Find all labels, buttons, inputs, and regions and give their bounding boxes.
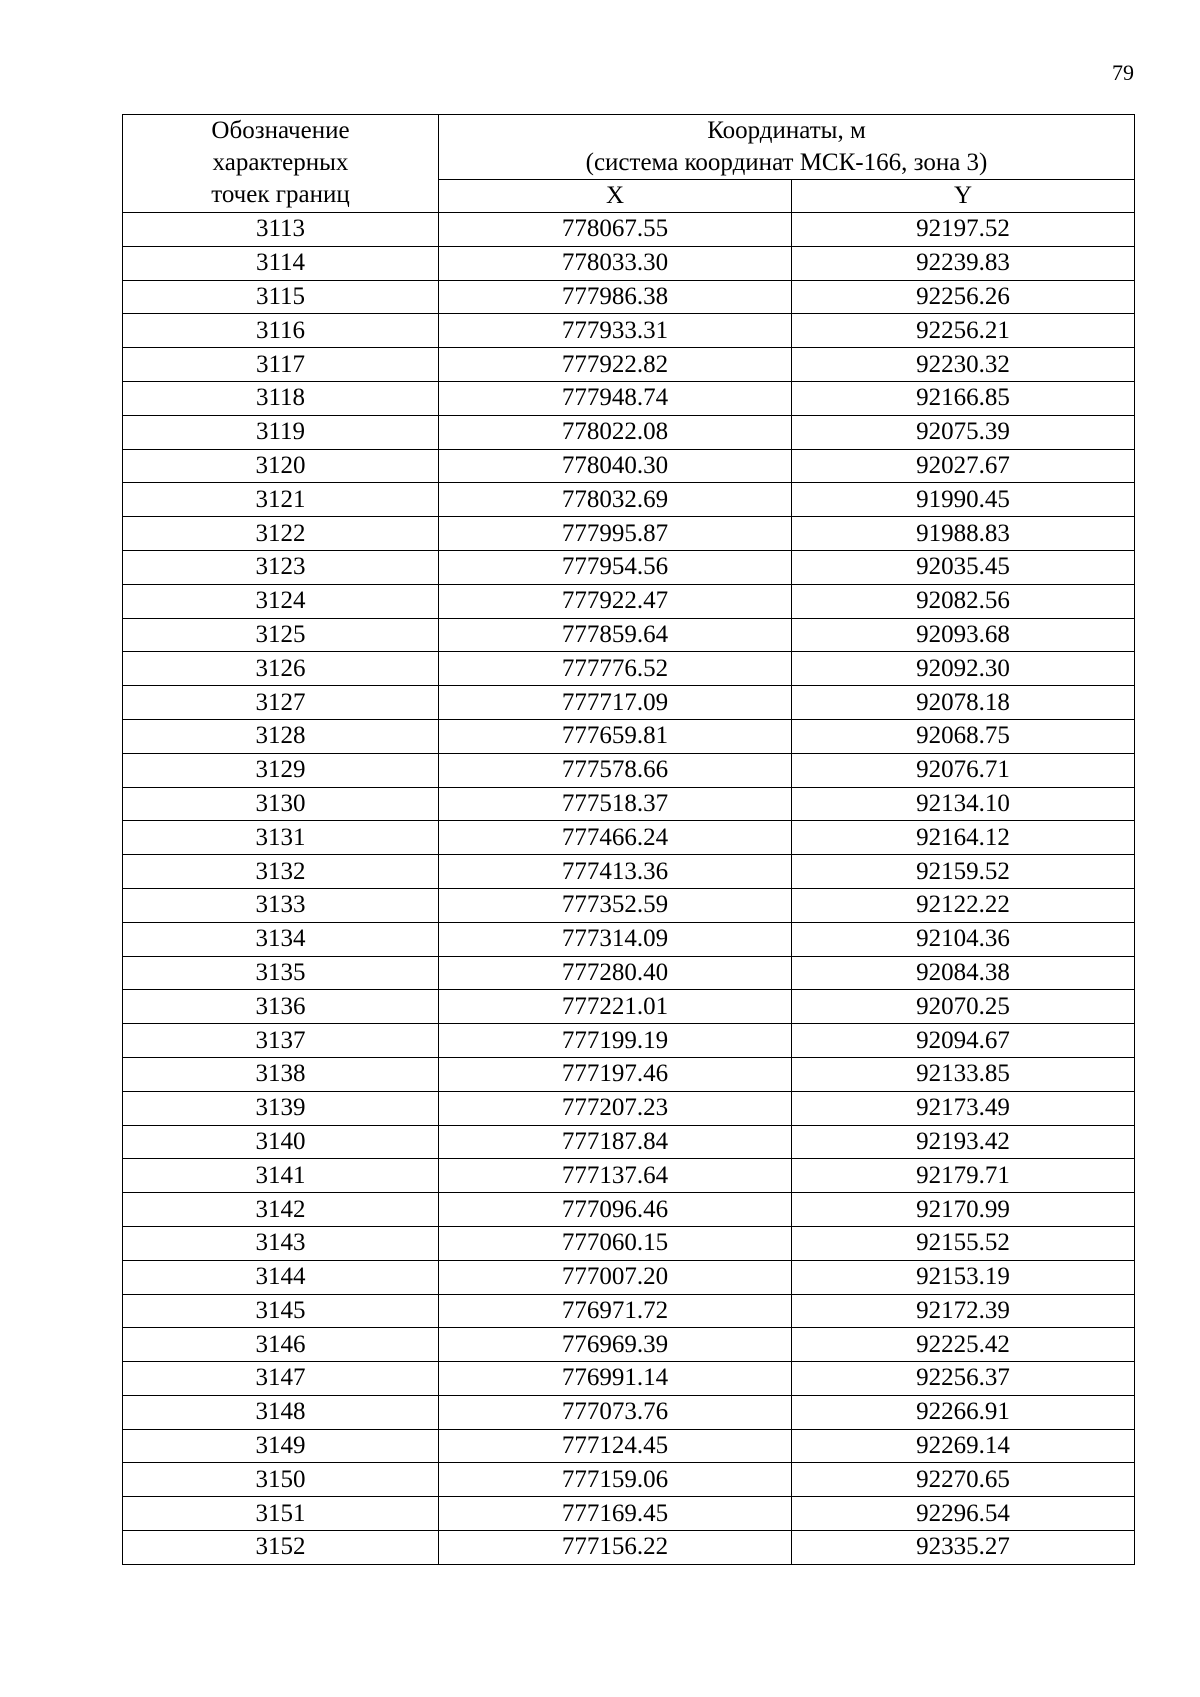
y-cell: 92075.39 <box>792 415 1135 449</box>
x-cell: 777169.45 <box>439 1497 792 1531</box>
point-cell: 3128 <box>123 719 439 753</box>
table-row <box>123 415 1135 449</box>
point-cell: 3134 <box>123 922 439 956</box>
point-cell: 3148 <box>123 1395 439 1429</box>
table-row <box>123 1531 1135 1565</box>
table-row <box>123 449 1135 483</box>
header-line: Обозначение <box>211 117 350 144</box>
point-cell: 3122 <box>123 517 439 551</box>
point-cell: 3136 <box>123 990 439 1024</box>
table-row <box>123 1159 1135 1193</box>
table-row <box>123 787 1135 821</box>
table-row <box>123 381 1135 415</box>
point-cell: 3114 <box>123 246 439 280</box>
table-row <box>123 483 1135 517</box>
x-cell: 777187.84 <box>439 1125 792 1159</box>
point-cell: 3141 <box>123 1159 439 1193</box>
table-row <box>123 618 1135 652</box>
y-cell: 92230.32 <box>792 348 1135 382</box>
header-line: (система координат МСК-166, зона 3) <box>585 149 988 176</box>
x-cell: 777156.22 <box>439 1531 792 1565</box>
point-cell: 3150 <box>123 1463 439 1497</box>
y-cell: 92179.71 <box>792 1159 1135 1193</box>
table-row <box>123 1091 1135 1125</box>
table-row <box>123 1057 1135 1091</box>
x-cell: 778067.55 <box>439 213 792 247</box>
y-cell: 92172.39 <box>792 1294 1135 1328</box>
table-row <box>123 1328 1135 1362</box>
table-row <box>123 990 1135 1024</box>
point-cell: 3147 <box>123 1362 439 1396</box>
x-cell: 777197.46 <box>439 1057 792 1091</box>
x-cell: 777096.46 <box>439 1193 792 1227</box>
y-cell: 92193.42 <box>792 1125 1135 1159</box>
y-cell: 92256.26 <box>792 280 1135 314</box>
x-cell: 777922.47 <box>439 584 792 618</box>
table-row <box>123 246 1135 280</box>
x-cell: 777060.15 <box>439 1226 792 1260</box>
y-cell: 92104.36 <box>792 922 1135 956</box>
y-cell: 92082.56 <box>792 584 1135 618</box>
point-cell: 3116 <box>123 314 439 348</box>
y-cell: 91988.83 <box>792 517 1135 551</box>
x-cell: 778022.08 <box>439 415 792 449</box>
point-cell: 3124 <box>123 584 439 618</box>
y-cell: 92266.91 <box>792 1395 1135 1429</box>
point-cell: 3152 <box>123 1531 439 1565</box>
y-cell: 92170.99 <box>792 1193 1135 1227</box>
y-cell: 92256.21 <box>792 314 1135 348</box>
header-line: характерных <box>212 149 349 176</box>
table-row <box>123 1429 1135 1463</box>
y-cell: 92093.68 <box>792 618 1135 652</box>
header-line: Координаты, м <box>707 117 866 144</box>
x-cell: 777518.37 <box>439 787 792 821</box>
point-cell: 3126 <box>123 652 439 686</box>
point-cell: 3140 <box>123 1125 439 1159</box>
point-cell: 3143 <box>123 1226 439 1260</box>
x-cell: 777954.56 <box>439 550 792 584</box>
x-cell: 777137.64 <box>439 1159 792 1193</box>
point-cell: 3132 <box>123 855 439 889</box>
x-cell: 777314.09 <box>439 922 792 956</box>
table-row <box>123 753 1135 787</box>
table-row <box>123 821 1135 855</box>
point-cell: 3117 <box>123 348 439 382</box>
y-cell: 92068.75 <box>792 719 1135 753</box>
x-cell: 777922.82 <box>439 348 792 382</box>
x-cell: 777007.20 <box>439 1260 792 1294</box>
x-cell: 777776.52 <box>439 652 792 686</box>
table-row <box>123 686 1135 720</box>
x-cell: 776969.39 <box>439 1328 792 1362</box>
point-cell: 3135 <box>123 956 439 990</box>
header-line: точек границ <box>211 181 350 208</box>
y-cell: 92269.14 <box>792 1429 1135 1463</box>
y-cell: 92335.27 <box>792 1531 1135 1565</box>
table-row <box>123 922 1135 956</box>
table-row <box>123 888 1135 922</box>
point-cell: 3144 <box>123 1260 439 1294</box>
table-row <box>123 1497 1135 1531</box>
table-body <box>123 213 1135 1565</box>
x-cell: 777717.09 <box>439 686 792 720</box>
y-cell: 92133.85 <box>792 1057 1135 1091</box>
x-cell: 777859.64 <box>439 618 792 652</box>
table-row <box>123 584 1135 618</box>
x-cell: 777159.06 <box>439 1463 792 1497</box>
table-row <box>123 280 1135 314</box>
table-header <box>123 115 1135 213</box>
y-cell: 92094.67 <box>792 1024 1135 1058</box>
y-column-header: Y <box>792 180 1135 213</box>
table-row <box>123 1463 1135 1497</box>
y-cell: 92173.49 <box>792 1091 1135 1125</box>
table-row <box>123 652 1135 686</box>
point-cell: 3129 <box>123 753 439 787</box>
x-cell: 776971.72 <box>439 1294 792 1328</box>
x-cell: 777073.76 <box>439 1395 792 1429</box>
point-cell: 3133 <box>123 888 439 922</box>
x-cell: 778033.30 <box>439 246 792 280</box>
y-cell: 92035.45 <box>792 550 1135 584</box>
x-cell: 777413.36 <box>439 855 792 889</box>
page-number: 79 <box>1112 60 1134 85</box>
point-cell: 3113 <box>123 213 439 247</box>
y-cell: 92159.52 <box>792 855 1135 889</box>
table-row <box>123 213 1135 247</box>
coordinates-group-header <box>439 115 1135 180</box>
x-cell: 777933.31 <box>439 314 792 348</box>
y-cell: 92027.67 <box>792 449 1135 483</box>
coordinates-table <box>122 114 1135 1565</box>
point-cell: 3151 <box>123 1497 439 1531</box>
table-row <box>123 1226 1135 1260</box>
point-cell: 3139 <box>123 1091 439 1125</box>
point-cell: 3131 <box>123 821 439 855</box>
x-cell: 777124.45 <box>439 1429 792 1463</box>
x-cell: 777352.59 <box>439 888 792 922</box>
point-cell: 3130 <box>123 787 439 821</box>
x-cell: 777995.87 <box>439 517 792 551</box>
y-cell: 92153.19 <box>792 1260 1135 1294</box>
point-cell: 3142 <box>123 1193 439 1227</box>
table-row <box>123 517 1135 551</box>
point-cell: 3149 <box>123 1429 439 1463</box>
table-row <box>123 1260 1135 1294</box>
point-cell: 3127 <box>123 686 439 720</box>
table-row <box>123 314 1135 348</box>
y-cell: 92270.65 <box>792 1463 1135 1497</box>
y-cell: 92084.38 <box>792 956 1135 990</box>
x-cell: 777199.19 <box>439 1024 792 1058</box>
x-cell: 777578.66 <box>439 753 792 787</box>
y-cell: 92078.18 <box>792 686 1135 720</box>
y-cell: 91990.45 <box>792 483 1135 517</box>
x-cell: 777948.74 <box>439 381 792 415</box>
y-cell: 92122.22 <box>792 888 1135 922</box>
y-cell: 92239.83 <box>792 246 1135 280</box>
point-cell: 3145 <box>123 1294 439 1328</box>
y-cell: 92166.85 <box>792 381 1135 415</box>
point-cell: 3138 <box>123 1057 439 1091</box>
table-row <box>123 1395 1135 1429</box>
x-cell: 777466.24 <box>439 821 792 855</box>
x-column-header: X <box>439 180 792 213</box>
point-cell: 3118 <box>123 381 439 415</box>
table-row <box>123 1125 1135 1159</box>
point-designation-header <box>123 115 439 213</box>
table-row <box>123 956 1135 990</box>
x-cell: 777221.01 <box>439 990 792 1024</box>
table-row <box>123 1193 1135 1227</box>
y-cell: 92164.12 <box>792 821 1135 855</box>
table-row <box>123 348 1135 382</box>
y-cell: 92070.25 <box>792 990 1135 1024</box>
x-cell: 777659.81 <box>439 719 792 753</box>
x-cell: 777207.23 <box>439 1091 792 1125</box>
x-cell: 777280.40 <box>439 956 792 990</box>
table-row <box>123 855 1135 889</box>
point-cell: 3137 <box>123 1024 439 1058</box>
x-cell: 778032.69 <box>439 483 792 517</box>
table-row <box>123 1024 1135 1058</box>
y-cell: 92296.54 <box>792 1497 1135 1531</box>
x-cell: 777986.38 <box>439 280 792 314</box>
point-cell: 3115 <box>123 280 439 314</box>
table-row <box>123 719 1135 753</box>
table-row <box>123 1294 1135 1328</box>
y-cell: 92256.37 <box>792 1362 1135 1396</box>
table-row <box>123 550 1135 584</box>
y-cell: 92092.30 <box>792 652 1135 686</box>
y-cell: 92155.52 <box>792 1226 1135 1260</box>
point-cell: 3119 <box>123 415 439 449</box>
y-cell: 92197.52 <box>792 213 1135 247</box>
point-cell: 3120 <box>123 449 439 483</box>
table-row <box>123 1362 1135 1396</box>
y-cell: 92076.71 <box>792 753 1135 787</box>
point-cell: 3121 <box>123 483 439 517</box>
point-cell: 3125 <box>123 618 439 652</box>
y-cell: 92134.10 <box>792 787 1135 821</box>
point-cell: 3146 <box>123 1328 439 1362</box>
x-cell: 776991.14 <box>439 1362 792 1396</box>
y-cell: 92225.42 <box>792 1328 1135 1362</box>
x-cell: 778040.30 <box>439 449 792 483</box>
point-cell: 3123 <box>123 550 439 584</box>
